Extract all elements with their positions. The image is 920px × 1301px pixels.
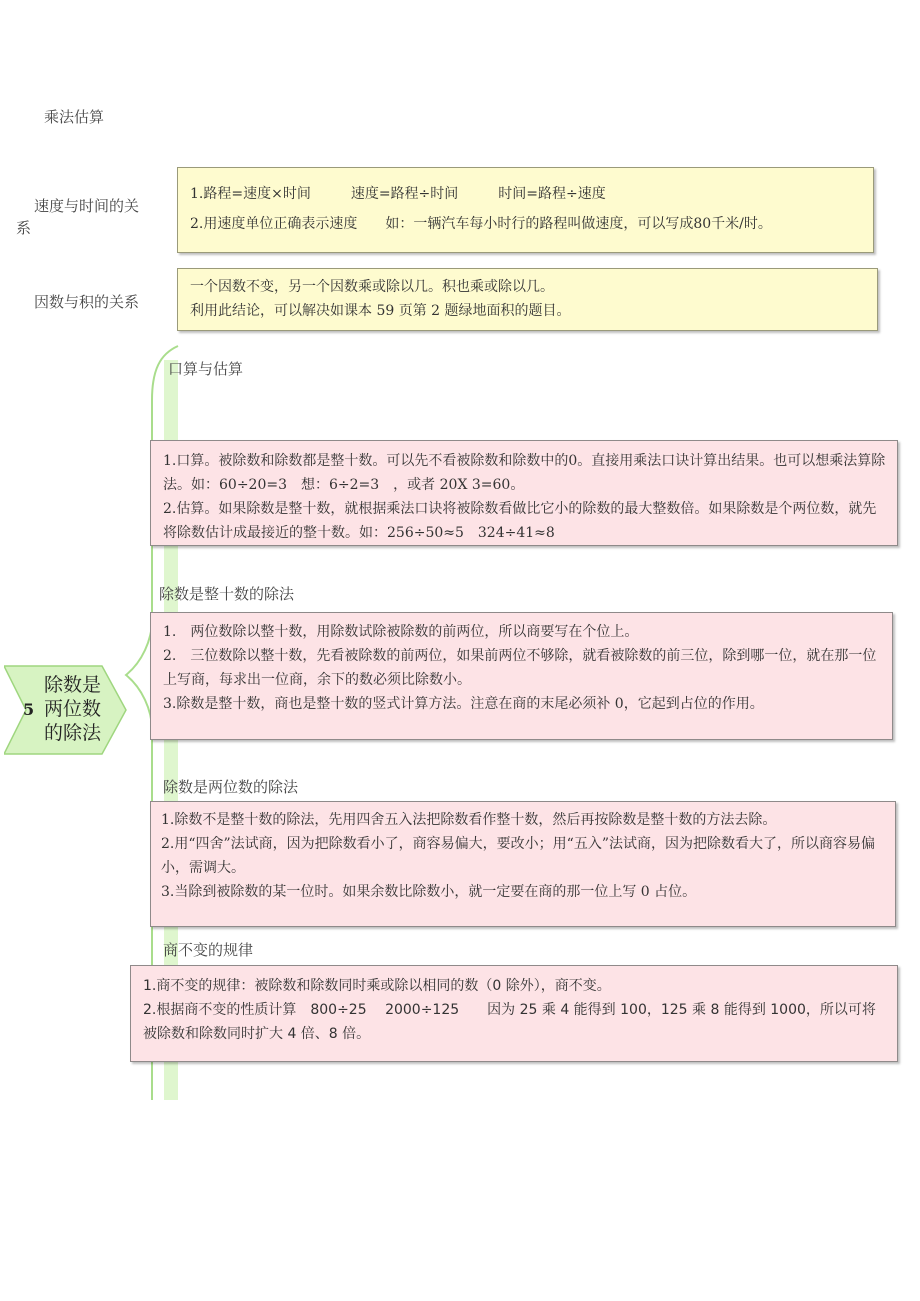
section-title-two-digit-divisor: 除数是两位数的除法 — [163, 778, 299, 796]
quotient-invariance-box — [130, 965, 898, 1062]
estimate-text: 2.估算。如果除数是整十数，就根据乘法口诀将被除数看做比它小的除数的最大整数倍。如果除数是个两位数，就先将除数估计成最接近的整十数。如：256÷50≈5 324÷41≈8 — [163, 501, 877, 541]
section-title-whole-ten-divisor: 除数是整十数的除法 — [159, 585, 295, 603]
relation-label-speed-time: 速度与时间的关 系 — [16, 197, 140, 237]
section-title-oral-estimate: 口算与估算 — [168, 360, 244, 378]
whole-ten-divisor-box — [150, 612, 893, 740]
quotient-rule-1: 1.商不变的规律：被除数和除数同时乘或除以相同的数（0 除外），商不变。 — [143, 978, 611, 994]
topic-title: 除数是 两位数 的除法 — [44, 674, 102, 744]
whole-ten-rule-3: 3.除数是整十数，商也是整十数的竖式计算方法。注意在商的末尾必须补 0，它起到占位的作用。 — [163, 696, 764, 712]
quotient-rule-2: 2.根据商不变的性质计算 800÷25 2000÷125 因为 25 乘 4 能得到 100，125 乘 8 能得到 1000，所以可将被除数和除数同时扩大 4 倍、8 倍。 — [143, 1002, 876, 1042]
factor-product-box — [177, 268, 878, 331]
speed-time-box — [177, 167, 874, 253]
two-digit-rule-2: 2.用“四舍”法试商，因为把除数看小了，商容易偏大，要改小；用“五入”法试商，因为把除数看大了，所以商容易偏小，需调大。 — [161, 836, 875, 876]
relation-label-factor-product: 因数与积的关系 — [34, 293, 140, 311]
page-title: 乘法估算 — [44, 108, 105, 126]
whole-ten-rule-2: 2. 三位数除以整十数，先看被除数的前两位，如果前两位不够除，就看被除数的前三位，除到哪一位，就在那一位上写商，每求出一位商，余下的数必须比除数小。 — [163, 648, 877, 688]
section-title-quotient-invariance: 商不变的规律 — [163, 941, 254, 959]
whole-ten-rule-1: 1. 两位数除以整十数，用除数试除被除数的前两位，所以商要写在个位上。 — [163, 624, 639, 640]
oral-estimate-box — [150, 440, 898, 546]
topic-number: 5 — [23, 700, 35, 719]
two-digit-rule-1: 1.除数不是整十数的除法，先用四舍五入法把除数看作整十数，然后再按除数是整十数的方法去除。 — [161, 812, 777, 828]
factor-product-line-1: 一个因数不变，另一个因数乘或除以几。积也乘或除以几。 — [190, 279, 554, 295]
two-digit-divisor-box — [150, 801, 896, 927]
factor-product-line-2: 利用此结论，可以解决如课本 59 页第 2 题绿地面积的题目。 — [190, 303, 571, 319]
speed-time-unit-line: 2.用速度单位正确表示速度 如：一辆汽车每小时行的路程叫做速度，可以写成80千米/时。 — [190, 216, 772, 232]
two-digit-rule-3: 3.当除到被除数的某一位时。如果余数比除数小，就一定要在商的那一位上写 0 占位。 — [161, 884, 697, 900]
oral-calc-text: 1.口算。被除数和除数都是整十数。可以先不看被除数和除数中的0。直接用乘法口诀计算出结果。也可以想乘法算除法。如：60÷20=3 想：6÷2=3 ，或者 20X 3=60。 — [163, 453, 886, 493]
speed-time-formula-line: 1.路程=速度×时间 速度=路程÷时间 时间=路程÷速度 — [190, 186, 606, 202]
